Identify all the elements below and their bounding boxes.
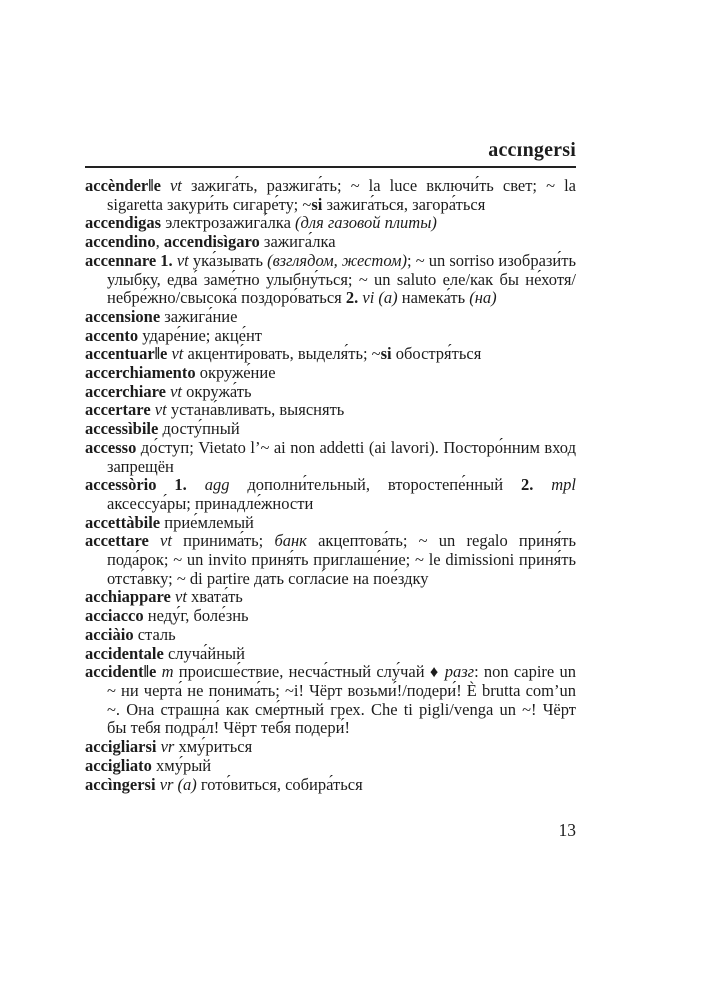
entry-headword: accennare 1. bbox=[85, 250, 177, 270]
entry-text: , bbox=[155, 232, 164, 252]
entry-bold-text: si bbox=[311, 194, 323, 214]
entry-text: до́ступ; Vietato l’~ ai non addetti (ai lavori). Посторо́нним вход запрещён bbox=[107, 437, 576, 476]
entry-text: устана́вливать, выяснять bbox=[170, 400, 345, 420]
page-footer bbox=[85, 820, 576, 841]
entry-text: зажига́ть, разжига́ть; ~ la luce включи́ть свет; ~ la sigaretta закури́ть сигаре́ту; ~ bbox=[107, 176, 576, 214]
dictionary-entry bbox=[85, 233, 576, 252]
entry-headword: accessìbile bbox=[85, 419, 163, 439]
entry-text: хму́рый bbox=[156, 755, 212, 775]
entry-bold-text: si bbox=[380, 344, 392, 364]
entry-text: зажига́ться, загора́ться bbox=[322, 194, 486, 214]
entry-grammar-label: vi (a) bbox=[362, 288, 402, 308]
entry-headword: accento bbox=[85, 325, 143, 345]
entry-text: ука́зывать bbox=[192, 250, 268, 270]
dictionary-entry bbox=[85, 532, 576, 588]
dictionary-entry bbox=[85, 214, 576, 233]
dictionary-entry bbox=[85, 177, 576, 214]
entry-grammar-label: vt bbox=[170, 381, 187, 401]
dictionary-entry bbox=[85, 588, 576, 607]
entry-headword: accettare bbox=[85, 531, 161, 551]
entry-headword: acciacco bbox=[85, 606, 148, 626]
entry-headword: accentuar‖e bbox=[85, 344, 172, 364]
entry-text: намека́ть bbox=[401, 288, 470, 308]
entry-grammar-label: разг bbox=[444, 662, 475, 682]
entry-headword: accerchiare bbox=[85, 381, 171, 401]
entry-bold-text: accendisìgaro bbox=[163, 232, 260, 252]
entry-text: случа́йный bbox=[167, 643, 245, 663]
entry-headword: accident‖e bbox=[85, 662, 162, 682]
entry-grammar-label: agg bbox=[204, 475, 248, 495]
entry-text: хвата́ть bbox=[191, 587, 243, 607]
entry-text: окружа́ть bbox=[186, 381, 252, 401]
entry-grammar-label: vr (a) bbox=[159, 774, 201, 794]
entry-text: аксессуа́ры; принадле́жности bbox=[107, 493, 314, 513]
entry-headword: accessòrio 1. bbox=[85, 475, 205, 495]
entry-grammar-label: vt bbox=[171, 344, 188, 364]
dictionary-entry bbox=[85, 308, 576, 327]
dictionary-entry bbox=[85, 514, 576, 533]
dictionary-entry bbox=[85, 757, 576, 776]
dictionary-entry bbox=[85, 776, 576, 795]
entry-headword: accensione bbox=[85, 306, 165, 326]
entry-text: окруже́ние bbox=[199, 363, 276, 383]
dictionary-entry bbox=[85, 345, 576, 364]
entry-text: акцептова́ть; ~ un regalo приня́ть пода́рок; ~ un invito приня́ть приглаше́ние; ~ le dimissioni приня́ть отста́вку; ~ di partire дать согла́сие на пое́здку bbox=[107, 531, 576, 588]
entry-text: сталь bbox=[137, 624, 176, 644]
entry-grammar-label: vt bbox=[154, 400, 171, 420]
entry-headword: accertare bbox=[85, 400, 155, 420]
dictionary-entry bbox=[85, 252, 576, 308]
dictionary-entry bbox=[85, 626, 576, 645]
entry-grammar-label: (взглядом, жестом) bbox=[267, 250, 407, 270]
entry-headword: accènder‖e bbox=[85, 176, 170, 195]
dictionary-entry bbox=[85, 327, 576, 346]
entry-headword: accigliato bbox=[85, 755, 157, 775]
dictionary-entry bbox=[85, 383, 576, 402]
dictionary-entry bbox=[85, 364, 576, 383]
entry-grammar-label: vt bbox=[175, 587, 192, 607]
entry-text: обостря́ться bbox=[391, 344, 482, 364]
entry-headword: accettàbile bbox=[85, 512, 165, 532]
dictionary-entry bbox=[85, 476, 576, 513]
entry-grammar-label: (для газовой плиты) bbox=[295, 213, 437, 233]
entry-headword: accidentale bbox=[85, 643, 168, 663]
dictionary-entry bbox=[85, 401, 576, 420]
entry-text: акценти́ровать, выделя́ть; ~ bbox=[187, 344, 381, 364]
entry-headword: acchiappare bbox=[85, 587, 175, 607]
entry-grammar-label: (на) bbox=[469, 288, 497, 308]
entry-text: прие́млемый bbox=[164, 512, 254, 532]
entry-text: неду́г, боле́знь bbox=[147, 606, 249, 626]
dictionary-entry bbox=[85, 607, 576, 626]
dictionary-entry bbox=[85, 663, 576, 738]
entry-grammar-label: mpl bbox=[551, 475, 577, 495]
entry-grammar-label: банк bbox=[274, 531, 319, 551]
page-number: 13 bbox=[558, 820, 576, 840]
entry-grammar-label: vt bbox=[176, 250, 193, 270]
entry-headword: accigliarsi bbox=[85, 737, 161, 757]
dictionary-entry bbox=[85, 420, 576, 439]
entry-headword: accendino bbox=[85, 232, 156, 252]
header-rule bbox=[85, 166, 576, 168]
entry-text: хму́риться bbox=[178, 737, 253, 757]
entry-bold-text: 2. bbox=[345, 288, 363, 308]
page-header bbox=[85, 139, 576, 162]
entry-headword: acciàio bbox=[85, 624, 138, 644]
dictionary-entry bbox=[85, 439, 576, 476]
entry-text: зажига́ние bbox=[164, 306, 238, 326]
entry-text: гото́виться, собира́ться bbox=[200, 774, 363, 794]
entry-headword: accendigas bbox=[85, 213, 166, 233]
entry-grammar-label: vt bbox=[169, 176, 191, 195]
entry-text: досту́пный bbox=[162, 419, 240, 439]
entries-list bbox=[85, 177, 576, 794]
entry-grammar-label: m bbox=[161, 662, 179, 682]
entry-grammar-label: vr bbox=[160, 737, 179, 757]
entry-grammar-label: vt bbox=[160, 531, 184, 551]
entry-text: ударе́ние; акце́нт bbox=[142, 325, 263, 345]
dictionary-entry bbox=[85, 738, 576, 757]
entry-text: : non capire un ~ ни черта́ не понима́ть; ~i! Чёрт возьми́!/подери́! È brutta com’un ~. Она страшна́ как сме́ртный грех. Che ti pigli/venga un ~! Чёрт бы тебя подра́л! Чёрт тебя подери́! bbox=[107, 662, 577, 738]
entry-text: ; ~ un sorriso изобрази́ть улыбку, едва́ заме́тно улыбну́ться; ~ un saluto еле/как бы не́хотя/небре́жно/свысока́ поздоро́ваться bbox=[107, 250, 576, 308]
entry-text: электрозажига́лка bbox=[165, 213, 296, 233]
entry-headword: accìngersi bbox=[85, 774, 160, 794]
running-head-guide-word: accɪngersi bbox=[488, 139, 576, 161]
entry-text: зажига́лка bbox=[259, 232, 336, 252]
dictionary-entry bbox=[85, 645, 576, 664]
entry-bold-text: 2. bbox=[520, 475, 552, 495]
entry-text: дополни́тельный, второстепе́нный bbox=[247, 475, 521, 495]
entry-text: принима́ть; bbox=[183, 531, 275, 551]
entry-headword: accesso bbox=[85, 437, 141, 457]
entry-headword: accerchiamento bbox=[85, 363, 200, 383]
entry-text: происше́ствие, несча́стный слу́чай ♦ bbox=[178, 662, 445, 682]
